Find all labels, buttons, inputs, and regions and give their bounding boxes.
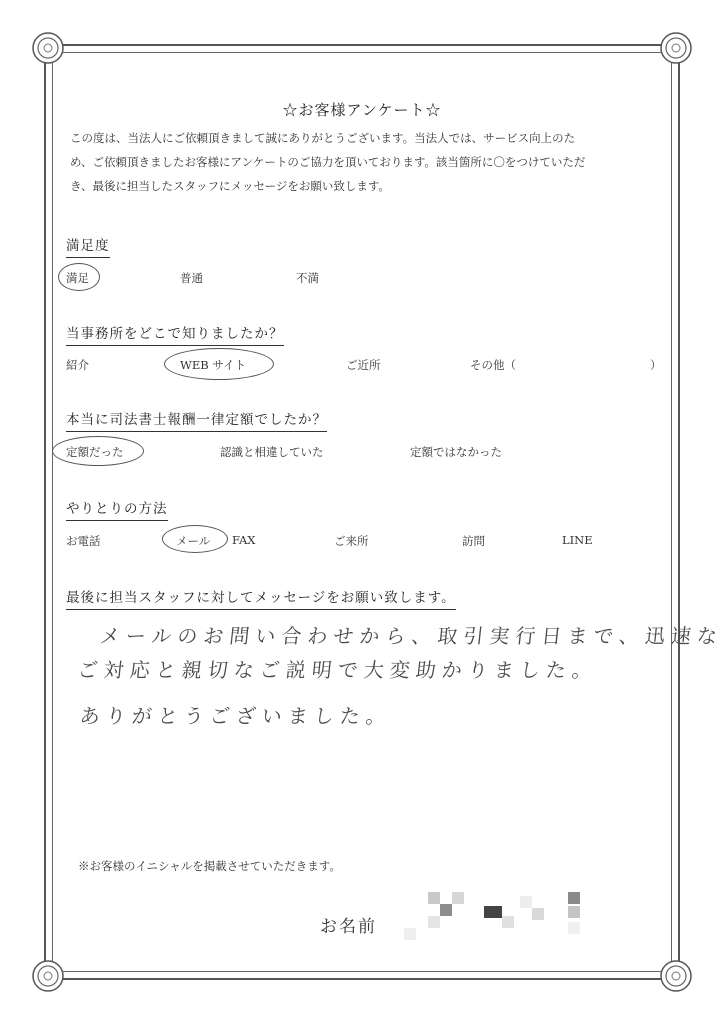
option-visit-office[interactable]: ご来所 [334, 534, 369, 548]
intro-line-2: め、ご依頼頂きましたお客様にアンケートのご協力を頂いております。該当箇所に〇をつけていただ [70, 155, 586, 169]
option-website[interactable]: WEB サイト [180, 358, 247, 372]
message-line-1: メールのお問い合わせから、取引実行日まで、迅速な [98, 624, 724, 648]
option-line[interactable]: LINE [562, 533, 593, 547]
intro-line-1: この度は、当法人にご依頼頂きまして誠にありがとうございます。当法人では、サービス向上のた [70, 131, 576, 145]
corner-ornament-top-right [656, 28, 696, 68]
initials-note: ※お客様のイニシャルを掲載させていただきます。 [78, 859, 341, 873]
option-other[interactable]: その他（ [470, 358, 516, 372]
contact-heading: やりとりの方法 [66, 497, 168, 521]
option-dissatisfied[interactable]: 不満 [296, 271, 319, 285]
option-home-visit[interactable]: 訪問 [462, 534, 485, 548]
option-email[interactable]: メール [176, 534, 211, 548]
corner-ornament-top-left [28, 28, 68, 68]
option-fixed-fee[interactable]: 定額だった [66, 445, 124, 459]
option-satisfied[interactable]: 満足 [66, 271, 89, 285]
message-heading: 最後に担当スタッフに対してメッセージをお願い致します。 [66, 586, 456, 610]
option-different[interactable]: 認識と相違していた [220, 445, 324, 459]
option-referral[interactable]: 紹介 [66, 358, 89, 372]
message-line-3: ありがとうございました。 [78, 704, 394, 728]
corner-ornament-bottom-right [656, 956, 696, 996]
fee-heading: 本当に司法書士報酬一律定額でしたか？ [66, 408, 327, 432]
survey-title: ☆お客様アンケート☆ [282, 101, 442, 119]
option-average[interactable]: 普通 [180, 271, 203, 285]
option-not-fixed[interactable]: 定額ではなかった [410, 445, 502, 459]
option-other-close: ） [650, 358, 662, 372]
redacted-name-mosaic [400, 886, 600, 942]
message-line-2: ご対応と親切なご説明で大変助かりました。 [76, 658, 600, 682]
satisfaction-heading: 満足度 [66, 234, 110, 258]
intro-line-3: き、最後に担当したスタッフにメッセージをお願い致します。 [70, 179, 390, 193]
corner-ornament-bottom-left [28, 956, 68, 996]
option-fax[interactable]: FAX [232, 533, 256, 547]
option-phone[interactable]: お電話 [66, 534, 101, 548]
source-heading: 当事務所をどこで知りましたか？ [66, 322, 284, 346]
name-label: お名前 [320, 917, 377, 937]
option-neighborhood[interactable]: ご近所 [346, 358, 381, 372]
